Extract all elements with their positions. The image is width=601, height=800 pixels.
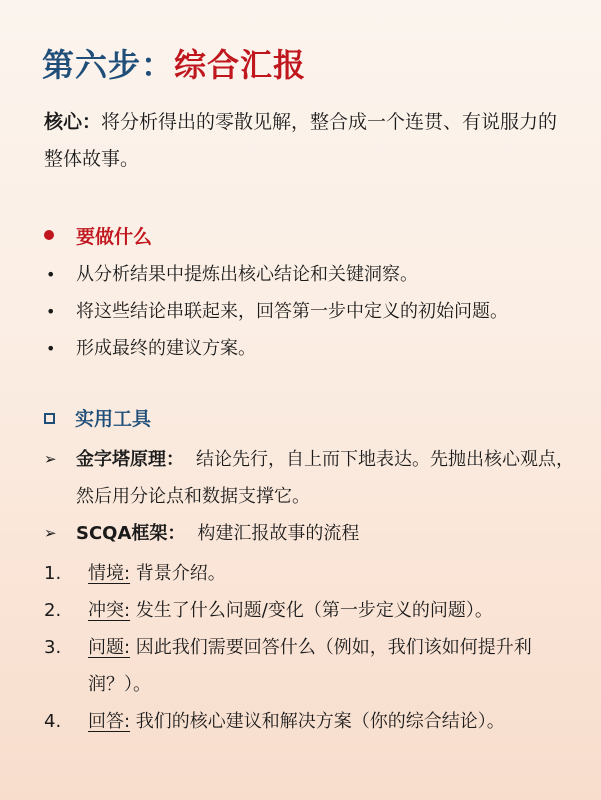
step-number: 2. xyxy=(44,600,62,621)
step-label: 冲突: xyxy=(88,600,131,621)
tool-name: 金字塔原理： xyxy=(76,449,184,470)
tool-desc: 构建汇报故事的流程 xyxy=(197,523,360,544)
scqa-item xyxy=(44,555,589,592)
list-item xyxy=(44,293,589,330)
step-text: 我们的核心建议和解决方案（你的综合结论）。 xyxy=(130,711,505,732)
step-text: 背景介绍。 xyxy=(130,563,226,584)
tools-heading-label: 实用工具 xyxy=(75,408,152,430)
square-box-icon xyxy=(44,413,55,424)
scqa-item xyxy=(44,592,589,629)
tool-item xyxy=(44,515,584,552)
tools-heading xyxy=(44,404,151,431)
todo-item-text: 将这些结论串联起来，回答第一步中定义的初始问题。 xyxy=(76,301,508,322)
title-step: 第六步： xyxy=(42,46,175,84)
core-paragraph xyxy=(44,104,564,178)
list-item xyxy=(44,330,589,367)
scqa-list xyxy=(44,555,589,740)
bullet-icon: • xyxy=(46,339,56,358)
todo-list xyxy=(44,256,589,367)
arrow-bullet-icon: ➢ xyxy=(44,450,57,468)
tool-item xyxy=(44,441,584,515)
tool-desc: 结论先行，自上而下地表达。先抛出核心观点，然后用分论点和数据支撑它。 xyxy=(76,449,574,507)
scqa-item xyxy=(44,629,589,703)
bullet-icon: • xyxy=(46,265,56,284)
todo-heading xyxy=(44,222,152,249)
tools-list xyxy=(44,441,584,552)
core-text: 将分析得出的零散见解，整合成一个连贯、有说服力的整体故事。 xyxy=(44,111,558,170)
tool-name: SCQA框架： xyxy=(76,523,186,544)
core-label: 核心： xyxy=(44,111,102,133)
todo-item-text: 形成最终的建议方案。 xyxy=(76,338,256,359)
todo-item-text: 从分析结果中提炼出核心结论和关键洞察。 xyxy=(76,264,418,285)
step-text: 发生了什么问题/变化（第一步定义的问题）。 xyxy=(130,600,493,621)
page-title xyxy=(42,40,306,86)
step-number: 1. xyxy=(44,563,62,584)
arrow-bullet-icon: ➢ xyxy=(44,524,57,542)
bullet-icon: • xyxy=(46,302,56,321)
step-number: 4. xyxy=(44,711,62,732)
todo-heading-label: 要做什么 xyxy=(76,226,153,248)
step-label: 情境: xyxy=(88,563,131,584)
red-dot-icon xyxy=(44,230,54,240)
step-text: 因此我们需要回答什么（例如，我们该如何提升利润？）。 xyxy=(88,637,532,695)
step-label: 回答: xyxy=(88,711,131,732)
step-number: 3. xyxy=(44,637,62,658)
scqa-item xyxy=(44,703,589,740)
title-topic: 综合汇报 xyxy=(174,46,307,84)
list-item xyxy=(44,256,589,293)
step-label: 问题: xyxy=(88,637,131,658)
